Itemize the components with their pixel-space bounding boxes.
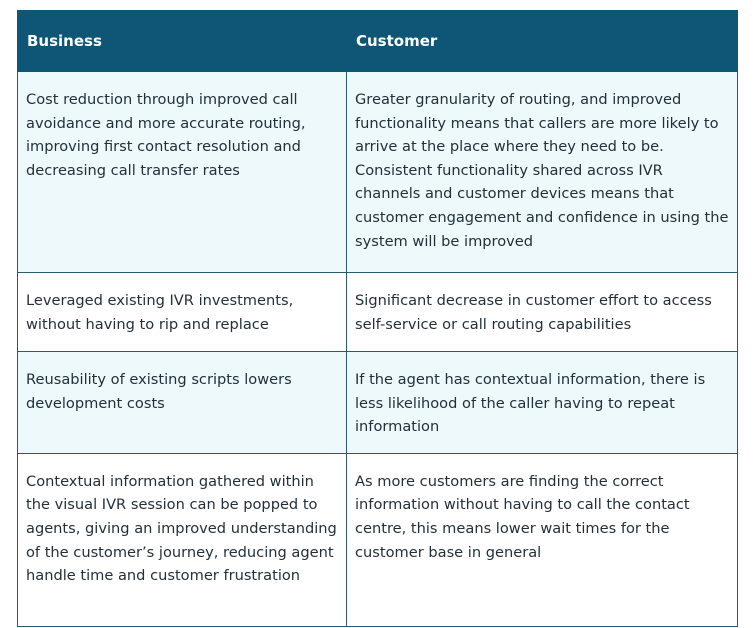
- customer-cell: Greater granularity of routing, and improved functionality means that callers are more likely to arrive at the place where they need to be. Consistent functionality shared across IVR channels and customer devices means that customer engagement and confidence in using the system will be improved: [347, 72, 738, 273]
- column-header-business: Business: [18, 11, 347, 72]
- benefits-table: [17, 10, 738, 627]
- customer-cell: Significant decrease in customer effort to access self-service or call routing capabilities: [347, 273, 738, 352]
- business-cell: Contextual information gathered within the visual IVR session can be popped to agents, giving an improved understanding of the customer’s journey, reducing agent handle time and customer frustration: [18, 453, 347, 626]
- table-row: [18, 72, 738, 273]
- business-cell: Cost reduction through improved call avoidance and more accurate routing, improving first contact resolution and decreasing call transfer rates: [18, 72, 347, 273]
- customer-cell: If the agent has contextual information, there is less likelihood of the caller having to repeat information: [347, 352, 738, 454]
- table-row: [18, 352, 738, 454]
- benefits-table-container: [17, 10, 737, 627]
- column-header-customer: Customer: [347, 11, 738, 72]
- customer-cell: As more customers are finding the correct information without having to call the contact centre, this means lower wait times for the customer base in general: [347, 453, 738, 626]
- table-row: [18, 273, 738, 352]
- table-row: [18, 453, 738, 626]
- business-cell: Reusability of existing scripts lowers development costs: [18, 352, 347, 454]
- table-header-row: [18, 11, 738, 72]
- business-cell: Leveraged existing IVR investments, without having to rip and replace: [18, 273, 347, 352]
